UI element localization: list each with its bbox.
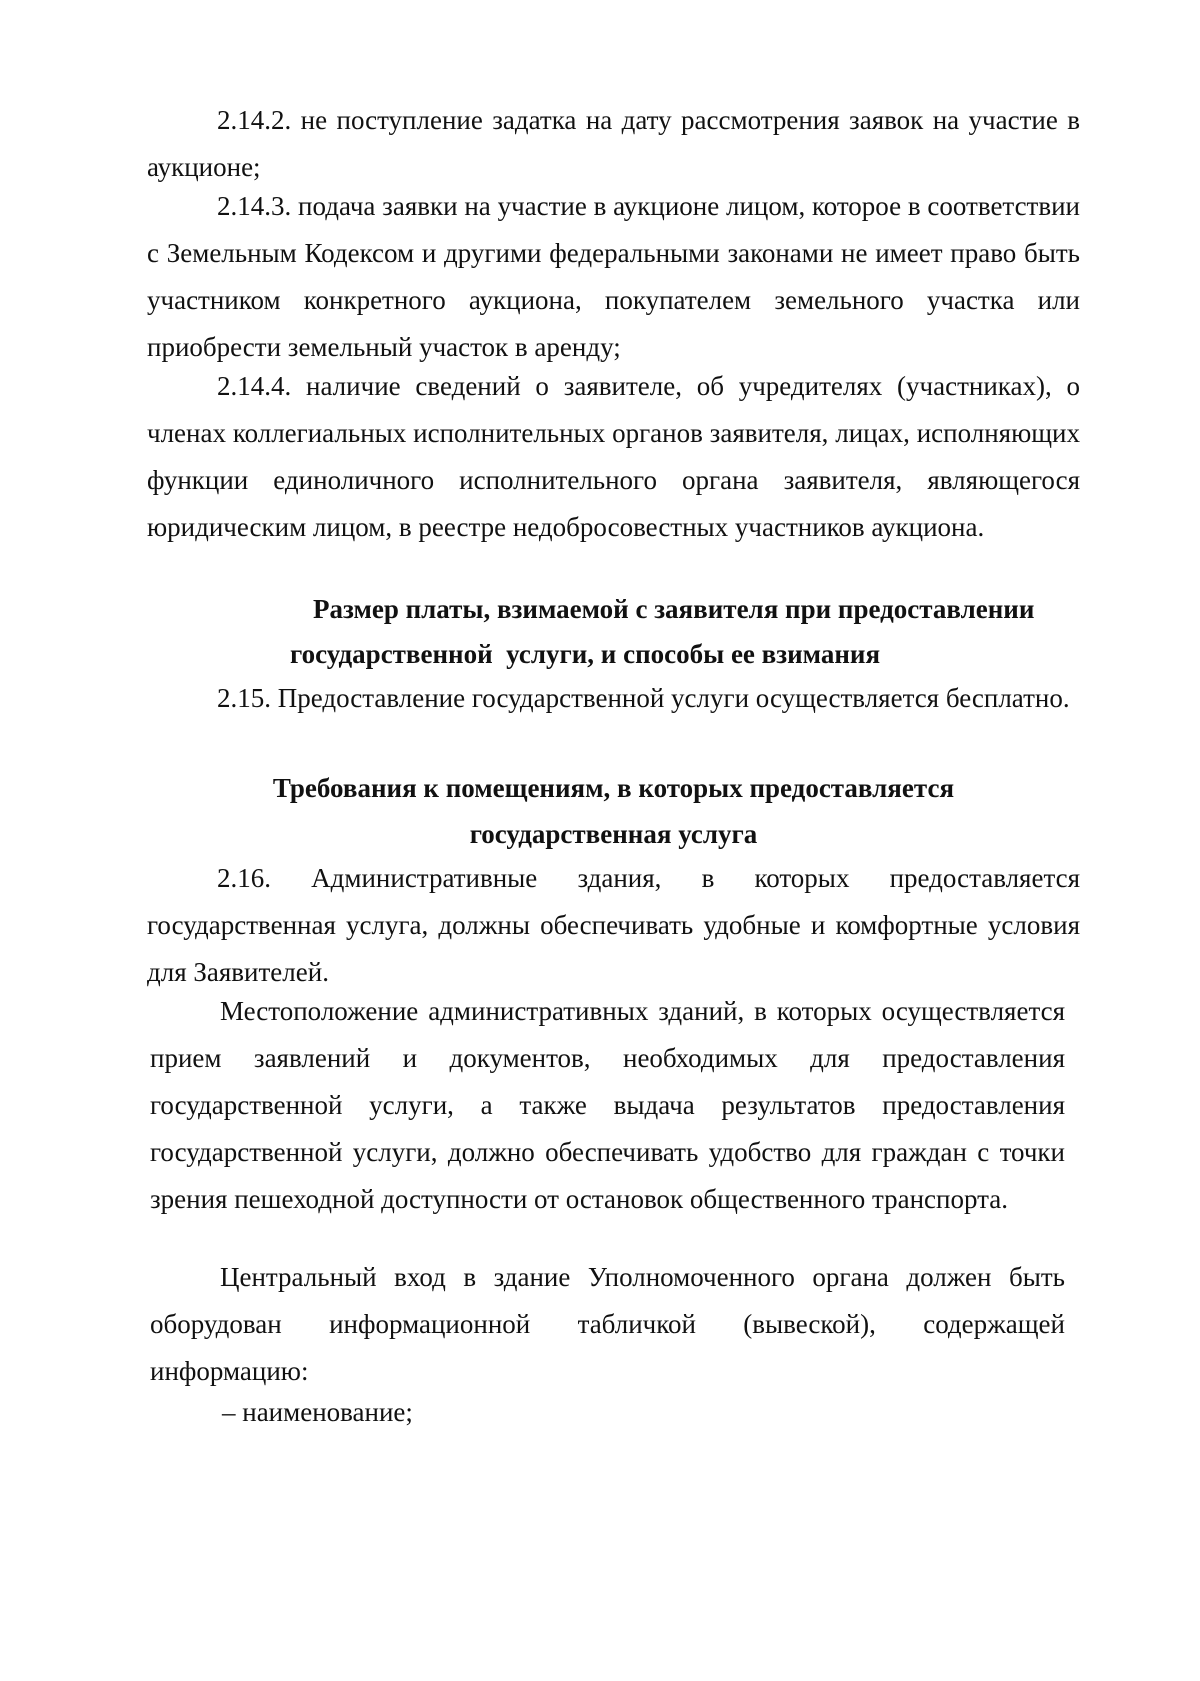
list-item-name: – наименование; <box>222 1397 413 1427</box>
section-heading-premises-line-2: государственная услуга <box>469 819 758 849</box>
paragraph-entrance: Центральный вход в здание Уполномоченного органа должен быть оборудован информационной табличкой (вывеской), содержащей информацию: <box>150 1262 1065 1386</box>
paragraph-2-16: 2.16. Административные здания, в которых предоставляется государственная услуга, должны обеспечивать удобные и комфортные условия для Заявителей. <box>147 863 1080 987</box>
paragraph-location: Местоположение административных зданий, в которых осуществляется прием заявлений и документов, необходимых для предоставления государственной услуги, а также выдача результатов предоставления государственной услуги, должно обеспечивать удобство для граждан с точки зрения пешеходной доступности от остановок общественного транспорта. <box>150 996 1065 1214</box>
section-heading-fee-line-2: государственной услуги, и способы ее взимания <box>290 639 881 669</box>
paragraph-2-15: 2.15. Предоставление государственной услуги осуществляется бесплатно. <box>217 683 1070 713</box>
section-heading-fee-line-1: Размер платы, взимаемой с заявителя при предоставлении <box>313 594 1035 624</box>
paragraph-2-14-4: 2.14.4. наличие сведений о заявителе, об учредителях (участниках), о членах коллегиальных исполнительных органов заявителя, лицах, исполняющих функции единоличного исполнительного органа заявителя, являющегося юридическим лицом, в реестре недобросовестных участников аукциона. <box>147 371 1080 542</box>
paragraph-2-14-3: 2.14.3. подача заявки на участие в аукционе лицом, которое в соответствии с Земельным Кодексом и другими федеральными законами не имеет право быть участником конкретного аукциона, покупателем земельного участка или приобрести земельный участок в аренду; <box>147 191 1080 362</box>
paragraph-2-14-2: 2.14.2. не поступление задатка на дату рассмотрения заявок на участие в аукционе; <box>147 105 1080 182</box>
section-heading-premises-line-1: Требования к помещениям, в которых предоставляется <box>272 773 955 803</box>
